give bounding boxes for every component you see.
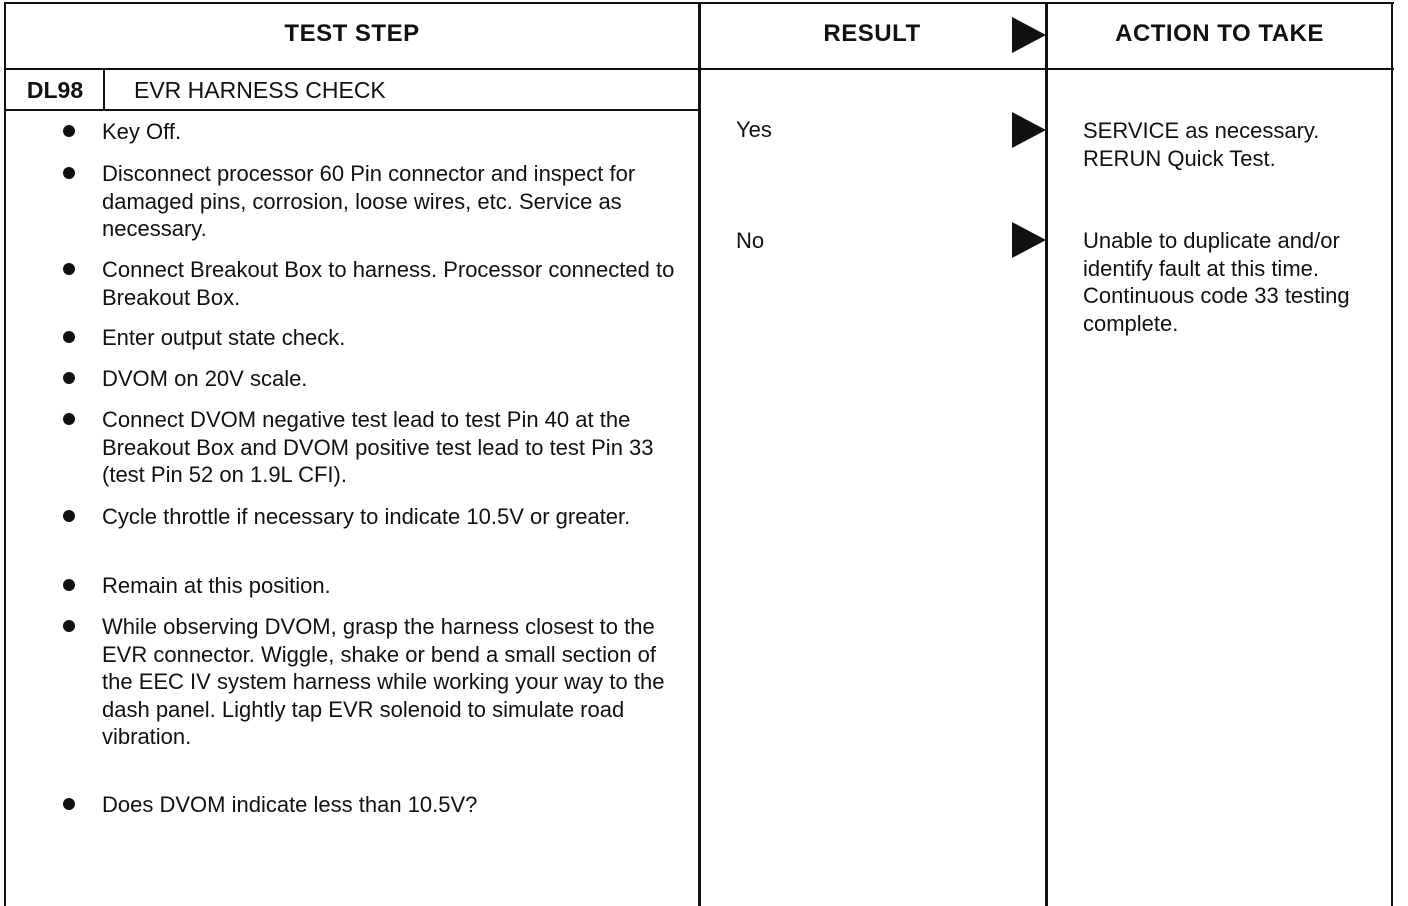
step-bullet-3: Connect Breakout Box to harness. Processor connected to Breakout Box.: [102, 256, 682, 311]
result-no: No: [736, 228, 765, 253]
step-bullet-9: While observing DVOM, grasp the harness closest to the EVR connector. Wiggle, shake or bend a small section of the EEC IV system harness while working your way to the dash panel. Lightly tap EVR solenoid to simulate road vibration.: [102, 613, 682, 751]
bullet-icon: [63, 798, 75, 810]
action-no: Unable to duplicate and/or identify fault at this time. Continuous code 33 testing complete.: [1083, 228, 1350, 336]
step-bullet-4: Enter output state check.: [102, 324, 682, 352]
header-result: RESULT: [823, 20, 921, 47]
bullet-icon: [63, 125, 75, 137]
header-arrow-icon: [1012, 17, 1046, 53]
column-divider-result: [698, 2, 701, 906]
header-test-step: TEST STEP: [284, 20, 420, 47]
step-title: EVR HARNESS CHECK: [134, 76, 386, 103]
header-action: ACTION TO TAKE: [1115, 20, 1324, 47]
result-yes-arrow-icon: [1012, 112, 1046, 148]
table-right-border: [1391, 2, 1393, 906]
bullet-icon: [63, 620, 75, 632]
step-bullet-2: Disconnect processor 60 Pin connector and inspect for damaged pins, corrosion, loose wires, etc. Service as necessary.: [102, 160, 682, 243]
result-no-arrow-icon: [1012, 222, 1046, 258]
result-yes: Yes: [736, 117, 772, 142]
step-bullet-10: Does DVOM indicate less than 10.5V?: [102, 791, 682, 819]
bullet-icon: [63, 167, 75, 179]
bullet-icon: [63, 263, 75, 275]
step-code: DL98: [26, 76, 84, 103]
step-bullet-5: DVOM on 20V scale.: [102, 365, 682, 393]
bullet-icon: [63, 372, 75, 384]
table-left-border: [4, 2, 6, 906]
action-yes: SERVICE as necessary. RERUN Quick Test.: [1083, 118, 1320, 171]
step-bullet-1: Key Off.: [102, 118, 682, 146]
bullet-icon: [63, 579, 75, 591]
step-bullet-7: Cycle throttle if necessary to indicate 10.5V or greater.: [102, 503, 682, 531]
bullet-icon: [63, 331, 75, 343]
bullet-icon: [63, 510, 75, 522]
step-bullet-8: Remain at this position.: [102, 572, 682, 600]
step-bullet-6: Connect DVOM negative test lead to test Pin 40 at the Breakout Box and DVOM positive test lead to test Pin 33 (test Pin 52 on 1.9L CFI).: [102, 406, 682, 489]
bullet-icon: [63, 413, 75, 425]
